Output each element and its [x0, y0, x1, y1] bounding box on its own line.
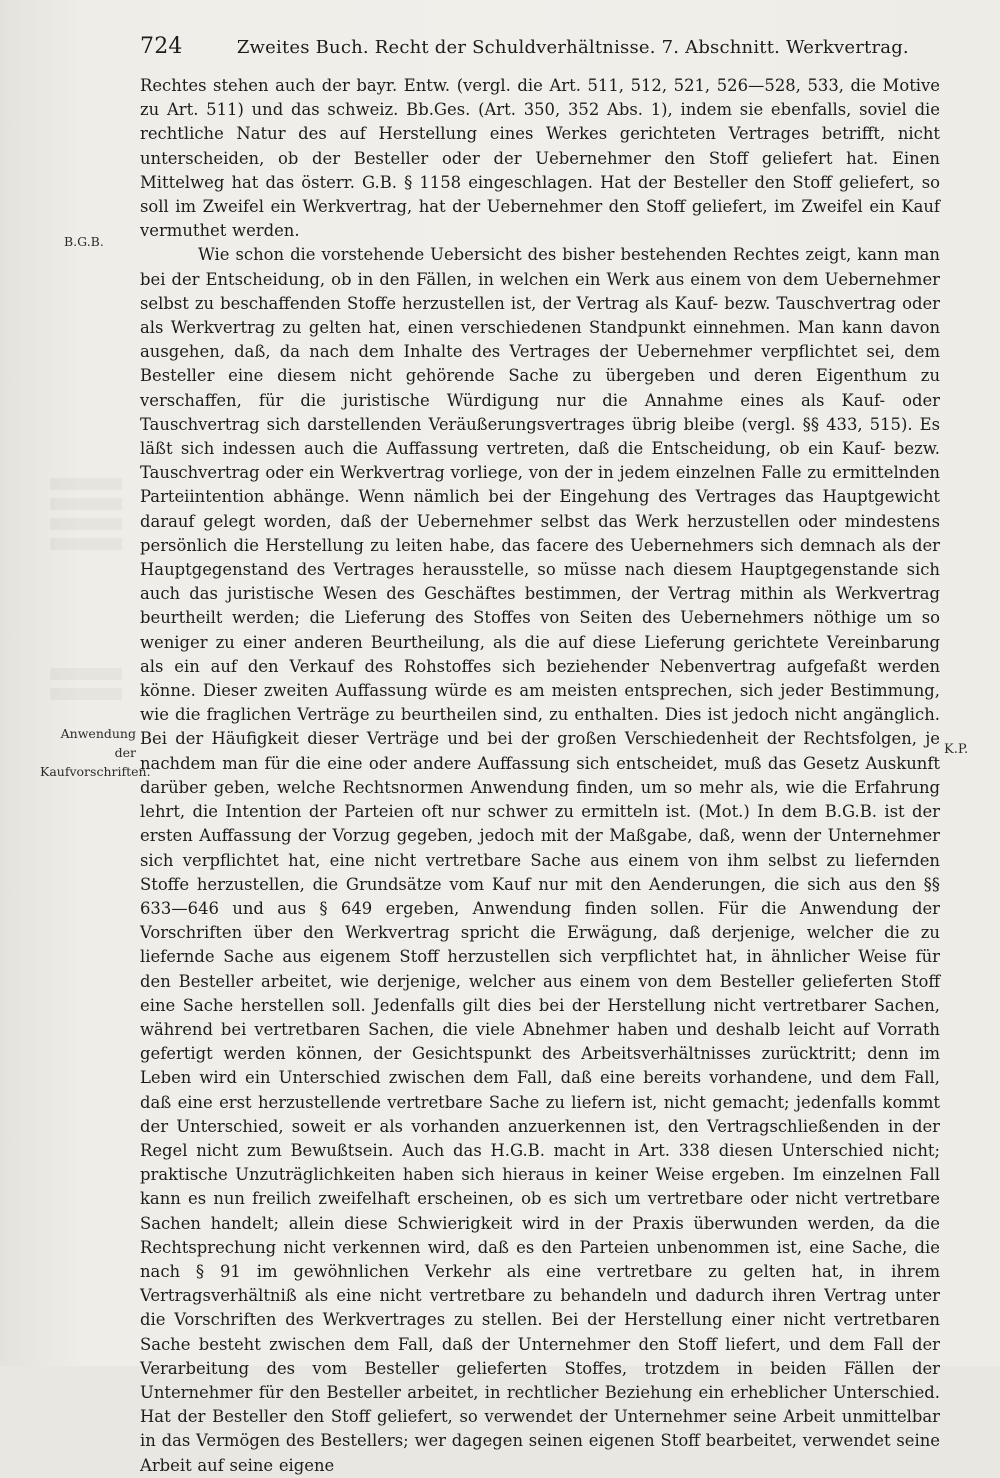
- bleed-through-mark: [50, 538, 122, 550]
- page-number: 724: [140, 34, 183, 59]
- paragraph: Rechtes stehen auch der bayr. Entw. (vergl. die Art. 511, 512, 521, 526—528, 533, die Motive zu Art. 511) und das schweiz. Bb.Ges. (Art. 350, 352 Abs. 1), indem sie ebenfalls, soviel die rechtliche Natur des auf Herstellung eines Werkes gerichteten Vertrages betrifft, nicht unterscheiden, ob der Besteller oder der Uebernehmer den Stoff geliefert hat. Einen Mittelweg hat das österr. G.B. § 1158 eingeschlagen. Hat der Besteller den Stoff geliefert, so soll im Zweifel ein Werkvertrag, hat der Uebernehmer den Stoff geliefert, im Zweifel ein Kauf vermuthet werden.: [140, 76, 940, 241]
- marginal-note-right: K.P.: [944, 742, 969, 757]
- marginal-note-bgb: B.G.B.: [64, 234, 104, 249]
- marginal-note-anwendung: Anwendung der Kaufvorschriften.: [40, 726, 151, 779]
- bleed-through-mark: [50, 518, 122, 530]
- bleed-through-mark: [50, 668, 122, 680]
- bleed-through-mark: [50, 498, 122, 510]
- body-text: [140, 74, 940, 1478]
- paragraph: Wie schon die vorstehende Uebersicht des bisher bestehenden Rechtes zeigt, kann man bei der Entscheidung, ob in den Fällen, in welchen ein Werk aus einem von dem Uebernehmer selbst zu beschaffenden Stoffe herzustellen ist, der Vertrag als Kauf- bezw. Tauschvertrag oder als Werkvertrag zu gelten hat, einen verschiedenen Standpunkt einnehmen. Man kann davon ausgehen, daß, da nach dem Inhalte des Vertrages der Uebernehmer verpflichtet sei, dem Besteller eine diesem nicht gehörende Sache zu übergeben und deren Eigenthum zu verschaffen, für die juristische Würdigung nur die Annahme eines als Kauf- oder Tauschvertrag sich darstellenden Veräußerungsvertrages übrig bleibe (vergl. §§ 433, 515). Es läßt sich indessen auch die Auffassung vertreten, daß die Entscheidung, ob ein Kauf- bezw. Tauschvertrag oder ein Werkvertrag vorliege, von der in jedem einzelnen Falle zu ermittelnden Parteiintention abhänge. Wenn nämlich bei der Eingehung des Vertrages das Hauptgewicht darauf gelegt worden, daß der Uebernehmer selbst das Werk herzustellen oder mindestens persönlich die Herstellung zu leiten habe, das facere des Uebernehmers sich demnach als der Hauptgegenstand des Vertrages herausstelle, so müsse nach diesem Hauptgegenstande sich auch das juristische Wesen des Geschäftes bestimmen, der Vertrag mithin als Werkvertrag beurtheilt werden; die Lieferung des Stoffes von Seiten des Uebernehmers nöthige um so weniger zu einer anderen Beurtheilung, als die auf diese Lieferung gerichtete Vereinbarung als ein auf den Verkauf des Rohstoffes sich beziehender Nebenvertrag aufgefaßt werden könne. Dieser zweiten Auffassung würde es am meisten entsprechen, sich jeder Bestimmung, wie die fraglichen Verträge zu beurtheilen sind, zu enthalten. Dies ist jedoch nicht angänglich. Bei der Häufigkeit dieser Verträge und bei der großen Verschiedenheit der Rechtsfolgen, je nachdem man für die eine oder andere Auffassung sich entscheidet, muß das Gesetz Auskunft darüber geben, welche Rechtsnormen Anwendung finden, um so mehr als, wie die Erfahrung lehrt, die Intention der Parteien oft nur schwer zu ermitteln ist. (Mot.) In dem B.G.B. ist der ersten Auffassung der Vorzug gegeben, jedoch mit der Maßgabe, daß, wenn der Unternehmer sich verpflichtet hat, eine nicht vertretbare Sache aus einem von ihm selbst zu liefernden Stoffe herzustellen, die Grundsätze vom Kauf nur mit den Aenderungen, die sich aus den §§ 633—646 und aus § 649 ergeben, Anwendung finden sollen. Für die Anwendung der Vorschriften über den Werkvertrag spricht die Erwägung, daß derjenige, welcher die zu liefernde Sache aus eigenem Stoff herzustellen sich verpflichtet hat, in ähnlicher Weise für den Besteller arbeitet, wie derjenige, welcher aus einem von dem Besteller gelieferten Stoff eine Sache herstellen soll. Jedenfalls gilt dies bei der Herstellung nicht vertretbarer Sachen, während bei vertretbaren Sachen, die viele Abnehmer haben und deshalb leicht auf Vorrath gefertigt werden können, der Gesichtspunkt des Arbeitsverhältnisses zurücktritt; denn im Leben wird ein Unterschied zwischen dem Fall, daß eine bereits vorhandene, und dem Fall, daß eine erst herzustellende vertretbare Sache zu liefern ist, nicht gemacht; jedenfalls kommt der Unterschied, soweit er als vorhanden anzuerkennen ist, den Vertragschließenden in der Regel nicht zum Bewußtsein. Auch das H.G.B. macht in Art. 338 diesen Unterschied nicht; praktische Unzuträglichkeiten haben sich hieraus in keiner Weise ergeben. Im einzelnen Fall kann es nun freilich zweifelhaft erscheinen, ob es sich um vertretbare oder nicht vertretbare Sachen handelt; allein diese Schwierigkeit wird in der Praxis überwunden werden, da die Rechtsprechung nicht verkennen wird, daß es den Parteien unbenommen ist, eine Sache, die nach § 91 im gewöhnlichen Verkehr als eine vertretbare zu gelten hat, in ihrem Vertragsverhältniß als eine nicht vertretbare zu behandeln und dadurch ihren Vertrag unter die Vorschriften des Werkvertrages zu stellen. Bei der Herstellung einer nicht vertretbaren Sache besteht zwischen dem Fall, daß der Unternehmer den Stoff liefert, und dem Fall der Verarbeitung des vom Besteller gelieferten Stoffes, trotzdem in beiden Fällen der Unternehmer für den Besteller arbeitet, in rechtlicher Beziehung ein erheblicher Unterschied. Hat der Besteller den Stoff geliefert, so verwendet der Unternehmer seine Arbeit unmittelbar in das Vermögen des Bestellers; wer dagegen seinen eigenen Stoff bearbeitet, verwendet seine Arbeit auf seine eigene: [140, 245, 940, 1475]
- running-head: Zweites Buch. Recht der Schuldverhältnisse. 7. Abschnitt. Werkvertrag.: [236, 37, 909, 58]
- page-header: [140, 34, 940, 59]
- bleed-through-mark: [50, 688, 122, 700]
- bleed-through-mark: [50, 478, 122, 490]
